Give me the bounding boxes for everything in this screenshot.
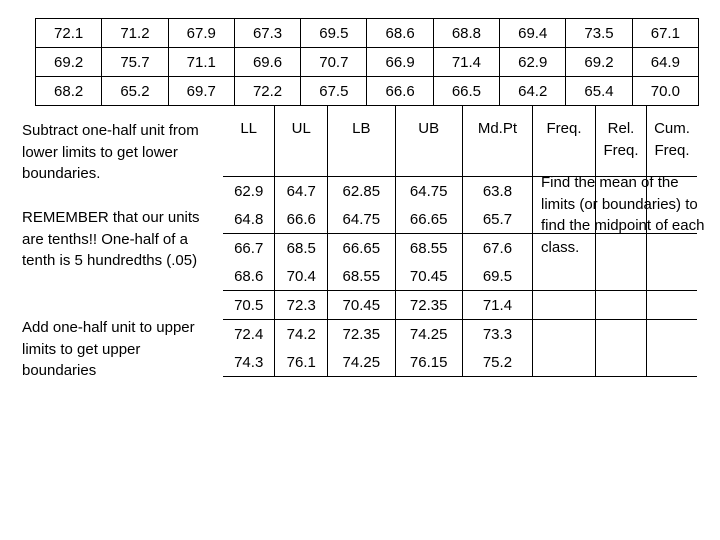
column-header: LB	[328, 106, 395, 177]
raw-data-cell: 73.5	[566, 19, 632, 48]
raw-data-cell: 72.2	[234, 77, 300, 106]
table-cell: 69.5	[462, 262, 532, 291]
note-add: Add one-half unit to upper limits to get upper boundaries	[22, 319, 195, 379]
note-subtract: Subtract one-half unit from lower limits to get lower boundaries.	[22, 122, 199, 182]
raw-data-cell: 67.1	[632, 19, 698, 48]
table-cell: 75.2	[462, 348, 532, 377]
table-cell: 72.35	[395, 291, 462, 320]
raw-data-cell: 69.2	[36, 48, 102, 77]
table-cell: 66.65	[328, 234, 395, 263]
raw-data-cell: 70.0	[632, 77, 698, 106]
raw-data-table	[35, 18, 699, 106]
table-cell: 64.75	[328, 205, 395, 234]
raw-data-cell: 68.2	[36, 77, 102, 106]
raw-data-cell: 68.6	[367, 19, 433, 48]
raw-data-cell: 66.5	[433, 77, 499, 106]
table-cell	[596, 348, 647, 377]
table-cell: 76.15	[395, 348, 462, 377]
raw-data-body	[36, 19, 699, 106]
raw-data-cell: 62.9	[500, 48, 566, 77]
raw-data-cell: 66.6	[367, 77, 433, 106]
table-cell	[596, 291, 647, 320]
table-cell	[647, 348, 698, 377]
raw-data-cell: 71.1	[168, 48, 234, 77]
column-header: UL	[275, 106, 328, 177]
raw-data-cell: 64.2	[500, 77, 566, 106]
raw-data-cell: 69.7	[168, 77, 234, 106]
table-cell: 64.8	[223, 205, 275, 234]
table-cell: 68.6	[223, 262, 275, 291]
raw-data-cell: 65.2	[102, 77, 168, 106]
table-cell	[533, 262, 596, 291]
table-cell: 66.6	[275, 205, 328, 234]
table-cell: 68.55	[328, 262, 395, 291]
table-cell: 70.45	[328, 291, 395, 320]
note-mean: Find the mean of the limits (or boundaries) to find the midpoint of each class.	[541, 174, 705, 256]
table-row	[223, 348, 697, 377]
table-cell	[647, 262, 698, 291]
raw-data-cell: 69.6	[234, 48, 300, 77]
table-row	[223, 262, 697, 291]
frequency-table-header	[223, 106, 697, 177]
raw-data-cell: 69.2	[566, 48, 632, 77]
table-cell: 74.2	[275, 320, 328, 349]
raw-data-cell: 67.3	[234, 19, 300, 48]
note-remember: REMEMBER that our units are tenths!! One-half of a tenth is 5 hundredths (.05)	[22, 209, 200, 269]
table-cell	[533, 320, 596, 349]
raw-data-cell: 66.9	[367, 48, 433, 77]
table-cell: 74.25	[395, 320, 462, 349]
column-header: Rel. Freq.	[596, 106, 647, 177]
raw-data-row	[36, 19, 699, 48]
raw-data-cell: 68.8	[433, 19, 499, 48]
table-cell	[533, 291, 596, 320]
table-cell: 74.25	[328, 348, 395, 377]
raw-data-row	[36, 48, 699, 77]
header-row	[223, 106, 697, 177]
table-cell: 70.45	[395, 262, 462, 291]
table-cell: 66.7	[223, 234, 275, 263]
table-cell: 63.8	[462, 177, 532, 206]
table-cell	[647, 291, 698, 320]
table-cell: 72.4	[223, 320, 275, 349]
table-cell: 70.5	[223, 291, 275, 320]
column-header: Freq.	[533, 106, 596, 177]
table-cell: 70.4	[275, 262, 328, 291]
table-cell: 62.9	[223, 177, 275, 206]
table-cell: 76.1	[275, 348, 328, 377]
table-cell: 71.4	[462, 291, 532, 320]
table-cell: 66.65	[395, 205, 462, 234]
column-header: LL	[223, 106, 275, 177]
table-cell: 72.3	[275, 291, 328, 320]
table-cell: 64.75	[395, 177, 462, 206]
table-cell: 67.6	[462, 234, 532, 263]
table-cell: 68.55	[395, 234, 462, 263]
table-row	[223, 291, 697, 320]
table-row	[223, 320, 697, 349]
table-cell	[596, 262, 647, 291]
table-cell: 62.85	[328, 177, 395, 206]
raw-data-cell: 69.5	[301, 19, 367, 48]
table-cell	[596, 320, 647, 349]
table-cell: 73.3	[462, 320, 532, 349]
column-header: Md.Pt	[462, 106, 532, 177]
table-cell: 72.35	[328, 320, 395, 349]
raw-data-cell: 71.2	[102, 19, 168, 48]
raw-data-row	[36, 77, 699, 106]
raw-data-cell: 67.9	[168, 19, 234, 48]
column-header: UB	[395, 106, 462, 177]
raw-data-cell: 71.4	[433, 48, 499, 77]
table-cell	[533, 348, 596, 377]
table-cell: 65.7	[462, 205, 532, 234]
raw-data-cell: 64.9	[632, 48, 698, 77]
table-cell	[647, 320, 698, 349]
raw-data-cell: 69.4	[500, 19, 566, 48]
raw-data-cell: 75.7	[102, 48, 168, 77]
column-header: Cum. Freq.	[647, 106, 698, 177]
table-cell: 74.3	[223, 348, 275, 377]
raw-data-cell: 65.4	[566, 77, 632, 106]
raw-data-cell: 70.7	[301, 48, 367, 77]
table-cell: 68.5	[275, 234, 328, 263]
raw-data-cell: 72.1	[36, 19, 102, 48]
table-cell: 64.7	[275, 177, 328, 206]
raw-data-cell: 67.5	[301, 77, 367, 106]
